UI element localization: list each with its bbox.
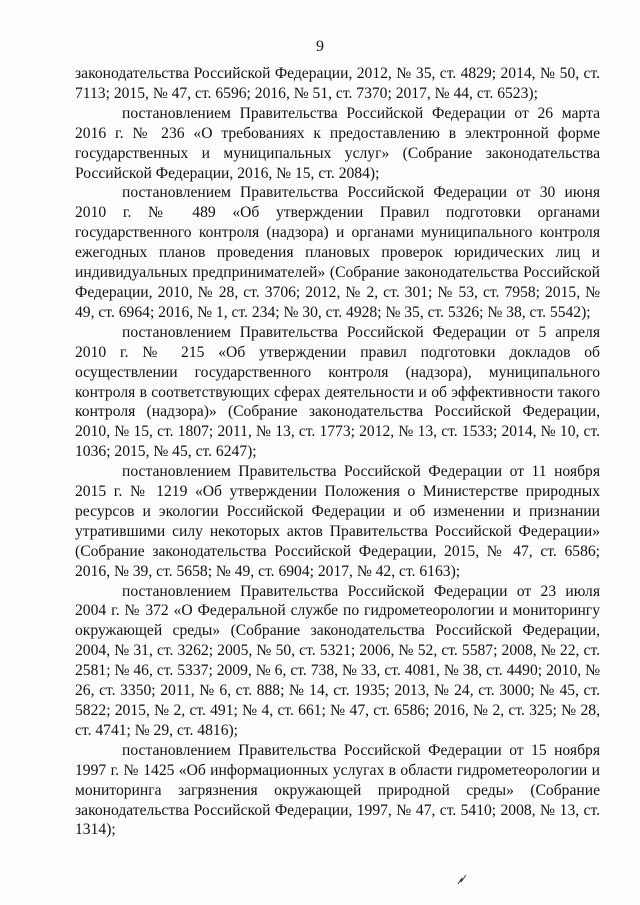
paragraph-resolution-215: постановлением Правительства Российской Федерации от 5 апреля 2010 г. № 215 «Об утверждении правил подготовки докладов об осуществлении государственного контроля (надзора), муниципального контроля в соответствующих сферах деятельности и об эффективности такого контроля (надзора)» (Собрание законодательства Российской Федерации, 2010, № 15, ст. 1807; 2011, № 13, ст. 1773; 2012, № 13, ст. 1533; 2014, № 10, ст. 1036; 2015, № 45, ст. 6247); bbox=[75, 323, 600, 461]
paragraph-resolution-1219: постановлением Правительства Российской Федерации от 11 ноября 2015 г. № 1219 «Об утверждении Положения о Министерстве природных ресурсов и экологии Российской Федерации и об изменении и признании утратившими силу некоторых актов Правительства Российской Федерации» (Собрание законодательства Российской Федерации, 2015, № 47, ст. 6586; 2016, № 39, ст. 5658; № 49, ст. 6904; 2017, № 42, ст. 6163); bbox=[75, 463, 600, 580]
document-body bbox=[75, 64, 600, 840]
paragraph-resolution-1425: постановлением Правительства Российской Федерации от 15 ноября 1997 г. № 1425 «Об информационных услугах в области гидрометеорологии и мониторинга загрязнения окружающей природной среды» (Собрание законодательства Российской Федерации, 1997, № 47, ст. 5410; 2008, № 13, ст. 1314); bbox=[75, 741, 600, 839]
paragraph-resolution-372: постановлением Правительства Российской Федерации от 23 июля 2004 г. № 372 «О Федеральной службе по гидрометеорологии и мониторингу окружающей среды» (Собрание законодательства Российской Федерации, 2004, № 31, ст. 3262; 2005, № 50, ст. 5321; 2006, № 52, ст. 5587; 2008, № 22, ст. 2581; № 46, ст. 5337; 2009, № 6, ст. 738, № 33, ст. 4081, № 38, ст. 4490; 2010, № 26, ст. 3350; 2011, № 6, ст. 888; № 14, ст. 1935; 2013, № 24, ст. 3000; № 45, ст. 5822; 2015, № 2, ст. 491; № 4, ст. 661; № 47, ст. 6586; 2016, № 2, ст. 325; № 28, ст. 4741; № 29, ст. 4816); bbox=[75, 582, 600, 739]
pen-mark-icon bbox=[455, 872, 469, 886]
paragraph-resolution-236: постановлением Правительства Российской Федерации от 26 марта 2016 г. № 236 «О требованиях к предоставлению в электронной форме государственных и муниципальных услуг» (Собрание законодательства Российской Федерации, 2016, № 15, ст. 2084); bbox=[75, 104, 600, 182]
paragraph-resolution-489: постановлением Правительства Российской Федерации от 30 июня 2010 г. № 489 «Об утверждении Правил подготовки органами государственного контроля (надзора) и органами муниципального контроля ежегодных планов проведения плановых проверок юридических лиц и индивидуальных предпринимателей» (Собрание законодательства Российской Федерации, 2010, № 28, ст. 3706; 2012, № 2, ст. 301; № 53, ст. 7958; 2015, № 49, ст. 6964; 2016, № 1, ст. 234; № 30, ст. 4928; № 35, ст. 5326; № 38, ст. 5542); bbox=[75, 184, 600, 321]
page-number: 9 bbox=[316, 38, 324, 55]
paragraph-continuation: законодательства Российской Федерации, 2012, № 35, ст. 4829; 2014, № 50, ст. 7113; 2015, № 47, ст. 6596; 2016, № 51, ст. 7370; 2017, № 44, ст. 6523); bbox=[75, 65, 600, 102]
